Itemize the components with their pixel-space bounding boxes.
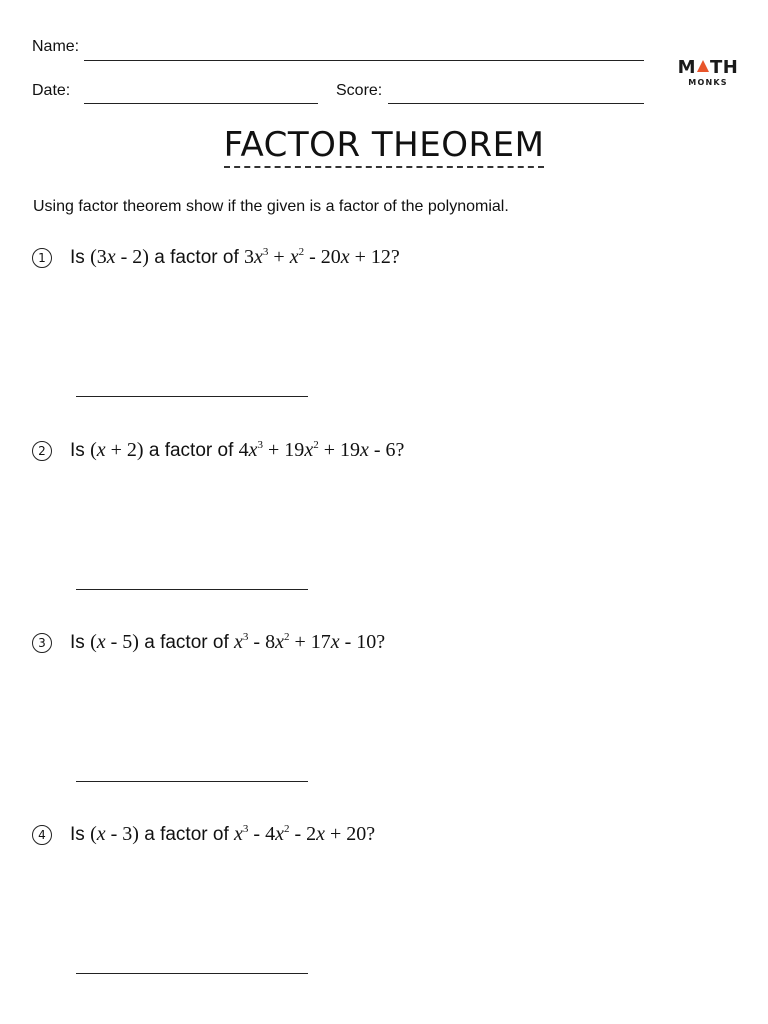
question-mid: a factor of	[148, 440, 234, 461]
question-polynomial: $x^3 - 4x^2 - 2x + 20$?	[234, 823, 376, 845]
logo-wordmark	[676, 58, 740, 78]
question-mid: a factor of	[144, 824, 229, 845]
score-field[interactable]	[388, 103, 644, 104]
question-number-badge: 4	[32, 825, 52, 845]
question-3	[32, 631, 385, 654]
question-number-badge: 3	[32, 633, 52, 653]
name-label: Name:	[32, 38, 80, 55]
question-polynomial: $4x^3 + 19x^2 + 19x - 6$?	[238, 439, 405, 461]
question-prefix: Is	[70, 247, 85, 268]
question-number-badge: 2	[32, 441, 52, 461]
question-divisor: (x - 5)	[90, 631, 139, 653]
instructions: Using factor theorem show if the given is a factor of the polynomial.	[33, 198, 509, 215]
answer-field-3[interactable]	[76, 781, 308, 782]
logo-text-left: M	[677, 57, 697, 78]
page-title-container	[0, 126, 768, 168]
score-label: Score:	[336, 82, 383, 99]
answer-field-1[interactable]	[76, 396, 308, 397]
question-4	[32, 823, 375, 846]
answer-field-4[interactable]	[76, 973, 308, 974]
question-polynomial: $3x^3 + x^2 - 20x + 12$?	[244, 246, 400, 268]
name-field[interactable]	[84, 60, 644, 61]
question-mid: a factor of	[154, 247, 239, 268]
logo-subtitle: MONKS	[688, 78, 728, 87]
question-number-badge: 1	[32, 248, 52, 268]
date-label: Date:	[32, 82, 71, 99]
date-field[interactable]	[84, 103, 318, 104]
page-title: FACTOR THEOREM	[224, 126, 545, 168]
question-1	[32, 246, 400, 269]
question-prefix: Is	[70, 440, 85, 461]
question-divisor: (3x - 2)	[90, 246, 149, 268]
question-polynomial: $x^3 - 8x^2 + 17x - 10$?	[234, 631, 386, 653]
question-prefix: Is	[70, 632, 85, 653]
logo-text-right: TH	[710, 57, 739, 78]
question-2	[32, 439, 404, 462]
question-divisor: (x + 2)	[90, 439, 144, 461]
math-monks-logo	[676, 58, 740, 87]
question-mid: a factor of	[144, 632, 229, 653]
triangle-icon	[697, 60, 709, 72]
question-divisor: (x - 3)	[90, 823, 139, 845]
answer-field-2[interactable]	[76, 589, 308, 590]
question-prefix: Is	[70, 824, 85, 845]
